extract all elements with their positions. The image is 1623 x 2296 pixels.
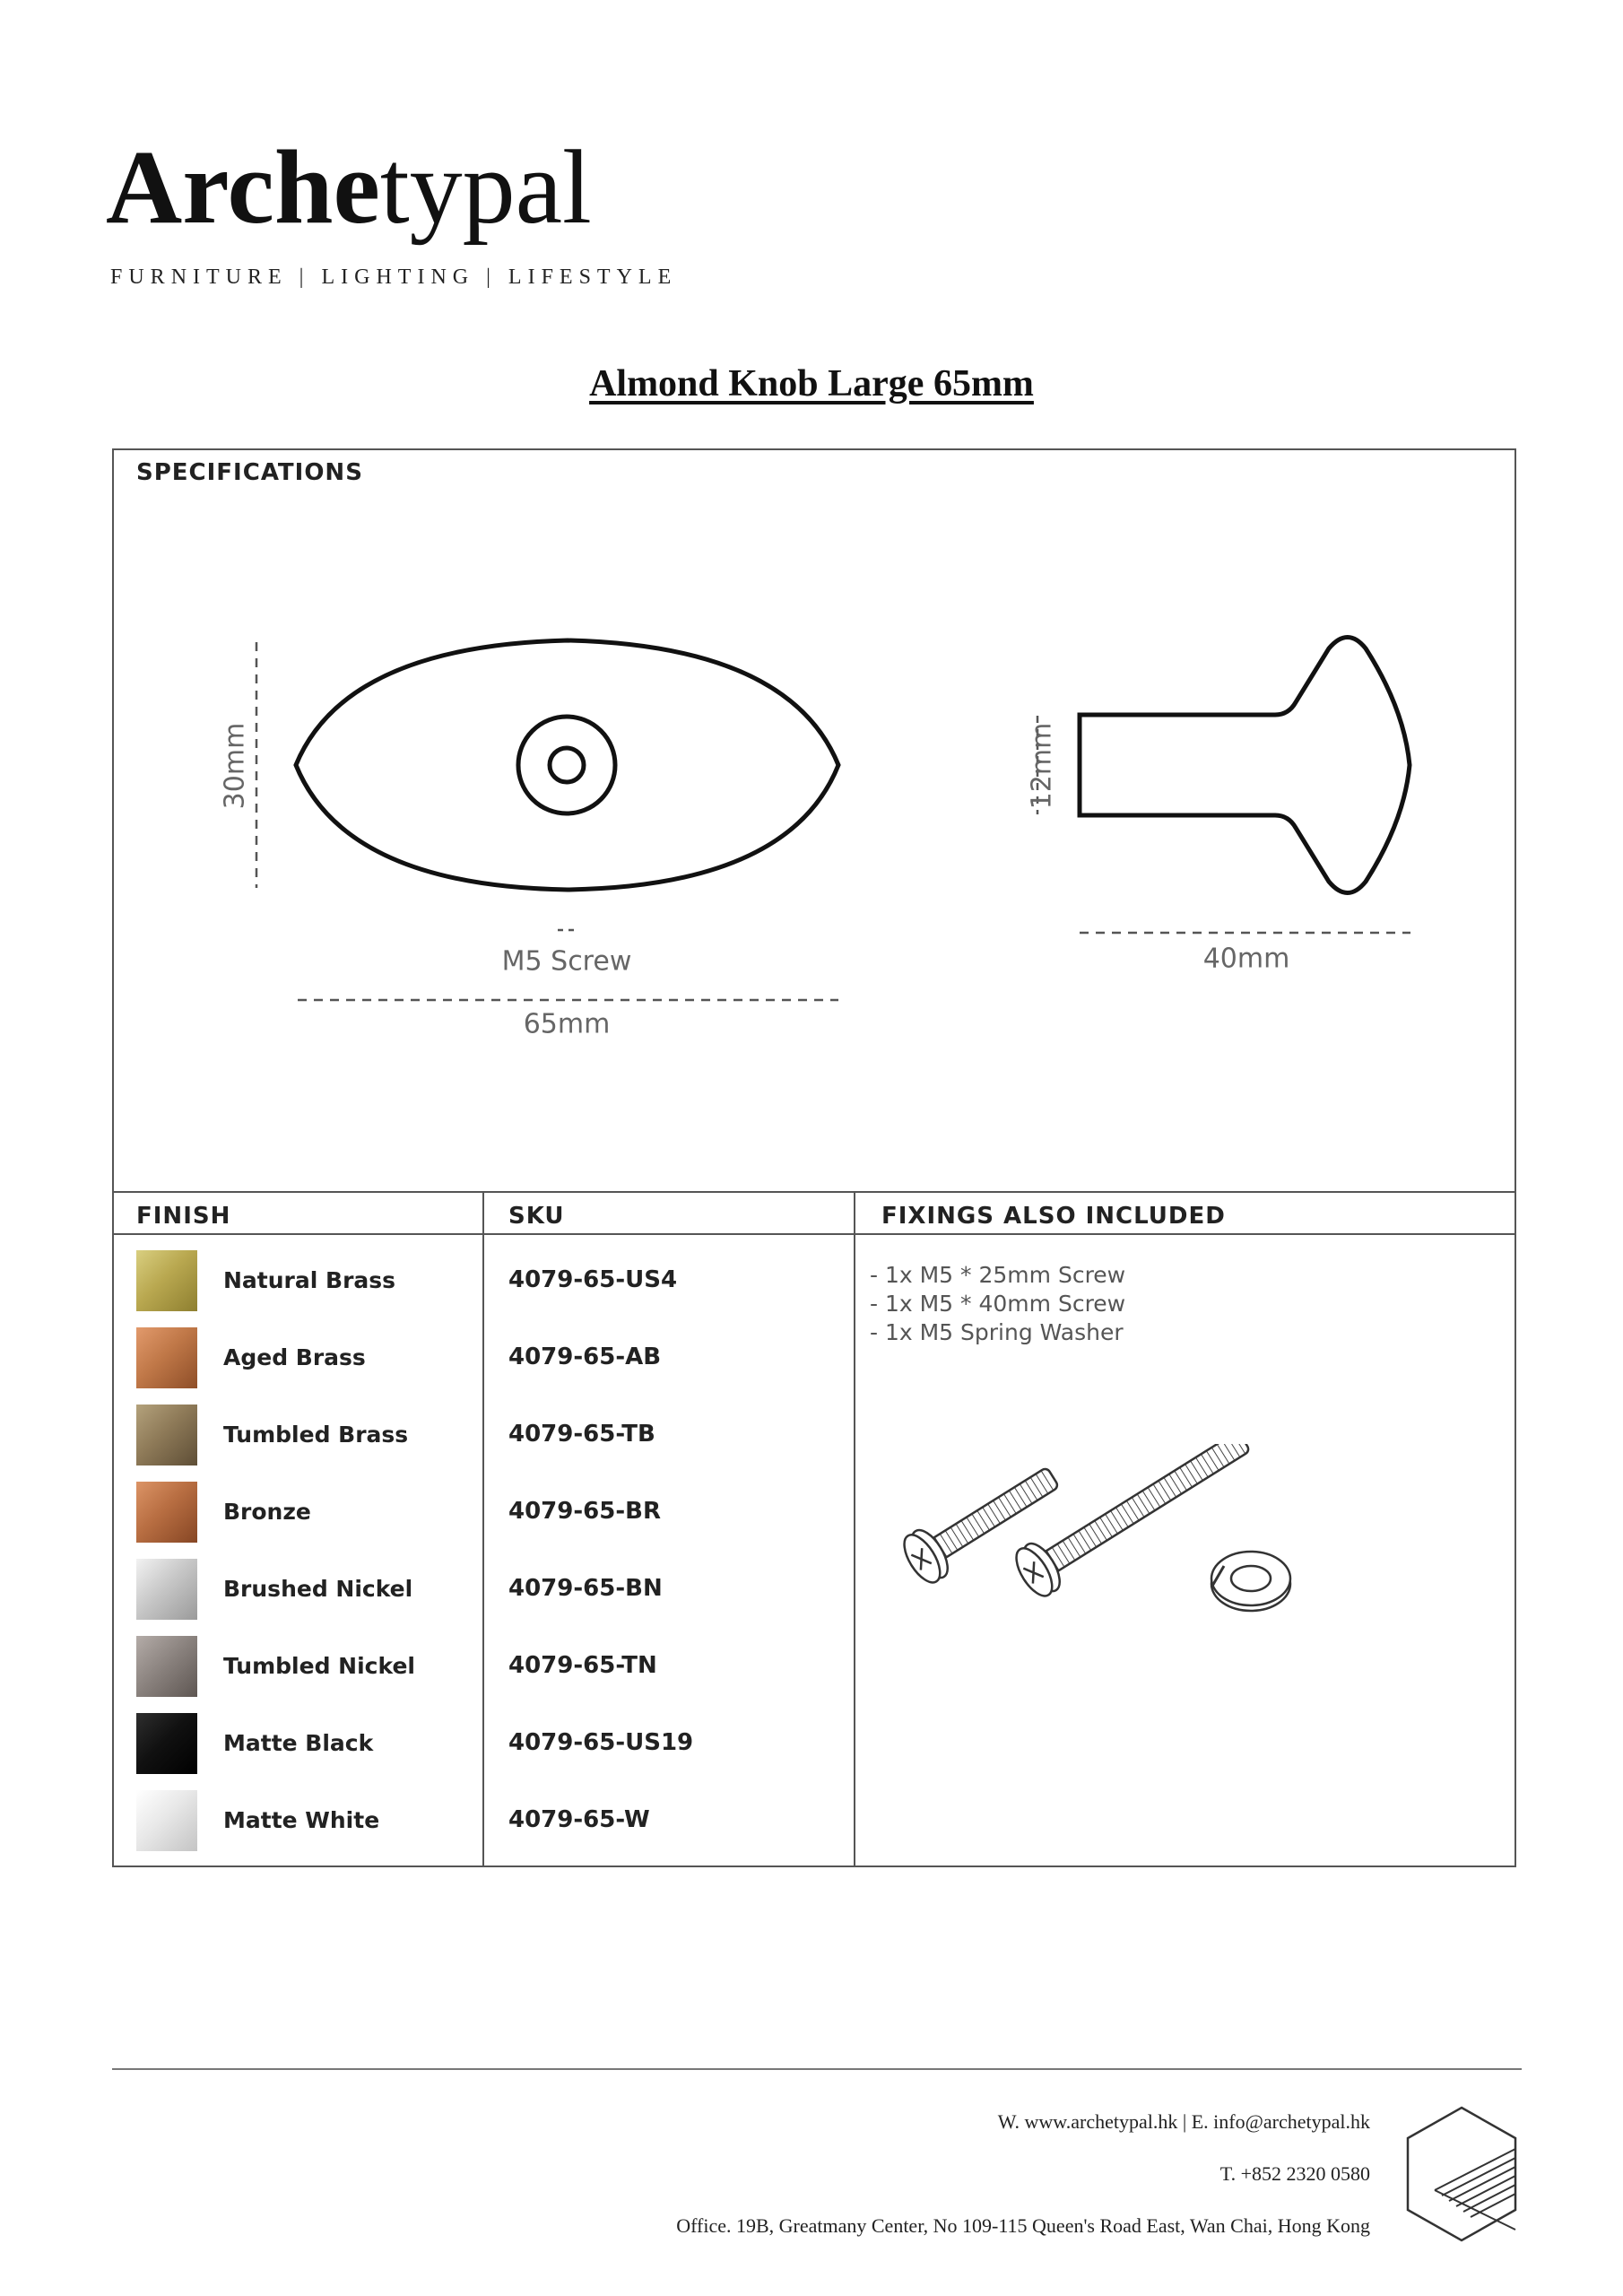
brand-logo — [106, 128, 592, 246]
sku-value: 4079-65-US19 — [508, 1729, 694, 1756]
finish-header: FINISH — [136, 1203, 231, 1230]
specifications-heading: SPECIFICATIONS — [136, 459, 363, 486]
screw-label: M5 Screw — [501, 945, 632, 978]
fixing-item: - 1x M5 Spring Washer — [870, 1319, 1124, 1345]
brand-name-bold: Arche — [106, 128, 380, 246]
finish-swatch — [136, 1713, 197, 1774]
knob-side-profile — [1080, 638, 1410, 893]
footer-office-address: Office. 19B, Greatmany Center, No 109-115 Queen's Road East, Wan Chai, Hong Kong — [676, 2214, 1370, 2237]
finish-name: Tumbled Brass — [223, 1422, 409, 1448]
brand-name-light: typal — [379, 128, 592, 246]
finish-name: Matte White — [223, 1807, 380, 1833]
knob-front-outline — [296, 640, 838, 890]
column-divider-1 — [482, 1191, 484, 1867]
fixing-item: - 1x M5 * 40mm Screw — [870, 1291, 1126, 1317]
sku-value: 4079-65-TN — [508, 1652, 657, 1679]
footer-phone: T. +852 2320 0580 — [1219, 2162, 1370, 2185]
sku-value: 4079-65-TB — [508, 1421, 655, 1448]
brand-hexagon-logo-icon — [1399, 2104, 1524, 2248]
finish-name: Matte Black — [223, 1730, 374, 1756]
table-header-divider — [112, 1233, 1516, 1235]
sku-value: 4079-65-BN — [508, 1575, 663, 1602]
finish-name: Bronze — [223, 1499, 311, 1525]
finish-name: Tumbled Nickel — [223, 1653, 415, 1679]
height-label: 30mm — [219, 722, 251, 810]
product-title: Almond Knob Large 65mm — [589, 363, 1034, 404]
depth-label: 40mm — [1202, 943, 1290, 975]
finish-swatch — [136, 1636, 197, 1697]
finish-name: Aged Brass — [223, 1344, 366, 1370]
finish-swatch — [136, 1482, 197, 1543]
finish-swatch — [136, 1327, 197, 1388]
finish-swatch — [136, 1405, 197, 1465]
stem-label: 12mm — [1026, 722, 1058, 810]
finish-name: Brushed Nickel — [223, 1576, 413, 1602]
finish-swatch — [136, 1790, 197, 1851]
table-divider-top — [112, 1191, 1516, 1193]
fixings-illustration — [883, 1444, 1332, 1632]
footer-web-email: W. www.archetypal.hk | E. info@archetypal.hk — [997, 2110, 1370, 2133]
spring-washer-icon — [1211, 1552, 1290, 1611]
fixing-item: - 1x M5 * 25mm Screw — [870, 1262, 1126, 1288]
fixings-header: FIXINGS ALSO INCLUDED — [881, 1203, 1226, 1230]
footer-divider — [112, 2068, 1522, 2070]
sku-value: 4079-65-W — [508, 1806, 650, 1833]
column-divider-2 — [854, 1191, 855, 1867]
sku-header: SKU — [508, 1203, 565, 1230]
brand-tagline: FURNITURE | LIGHTING | LIFESTYLE — [110, 265, 678, 289]
finish-swatch — [136, 1559, 197, 1620]
sku-value: 4079-65-BR — [508, 1498, 661, 1525]
sku-value: 4079-65-US4 — [508, 1266, 678, 1293]
finish-name: Natural Brass — [223, 1267, 396, 1293]
sku-value: 4079-65-AB — [508, 1344, 662, 1370]
knob-base-ring — [518, 717, 615, 813]
width-label: 65mm — [523, 1008, 611, 1040]
technical-drawing — [112, 484, 1516, 1184]
finish-swatch — [136, 1250, 197, 1311]
screw-hole — [550, 748, 584, 782]
